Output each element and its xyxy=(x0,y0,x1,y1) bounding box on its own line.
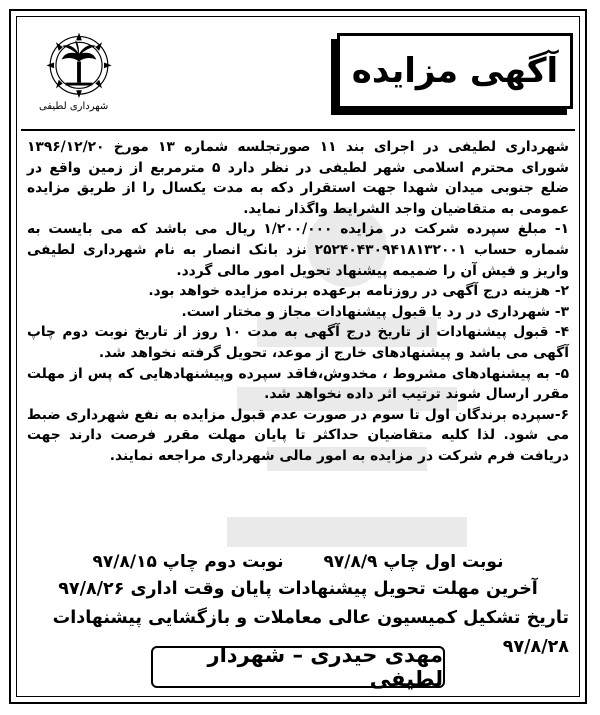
submission-deadline: آخرین مهلت تحویل پیشنهادات پایان وقت اداری ۹۷/۸/۲۶ xyxy=(58,579,538,599)
clause-6: ۶-سپرده برندگان اول تا سوم در صورت عدم قبول مزایده به نفع شهرداری ضبط می شود. لذا کلیه متقاضیان حداکثر تا پایان مهلت مقرر فرصت دارند جهت دریافت فرم شرکت در مزایده به امور مالی شهرداری مراجعه نمایند. xyxy=(27,406,569,464)
notice-body xyxy=(27,137,569,467)
print-dates-row xyxy=(27,549,569,575)
notice-frame xyxy=(9,9,587,704)
notice-inner-border xyxy=(16,16,580,697)
clause-3: ۳- شهرداری در رد یا قبول پیشنهادات مجاز و مختار است. xyxy=(181,303,569,320)
commission-date: تاریخ تشکیل کمیسیون عالی معاملات و بازگشایی پیشنهادات ۹۷/۸/۲۸ xyxy=(52,608,569,657)
notice-title-box xyxy=(337,33,573,109)
header-divider xyxy=(21,129,575,131)
notice-header xyxy=(17,17,579,127)
clause-4: ۴- قبول پیشنهادات از تاریخ درج آگهی به مدت ۱۰ روز از تاریخ نوبت دوم چاپ آگهی می باشد و پیشنهادهای خارج از موعد، تحویل گرفته نخواهد شد. xyxy=(27,324,570,361)
clause-2: ۲- هزینه درج آگهی در روزنامه برعهده برنده مزایده خواهد بود. xyxy=(148,283,569,300)
intro-paragraph: شهرداری لطیفی در اجرای بند ۱۱ صورتجلسه شماره ۱۳ مورخ ۱۳۹۶/۱۲/۲۰ شورای محترم اسلامی شهر لطیفی در نظر دارد ۵ مترمربع از زمین واقع در ضلع جنوبی میدان شهدا جهت استقرار دکه به مدت یکسال را از طریق مزایده عمومی به متقاضیان واجد الشرایط واگذار نماید. xyxy=(27,139,570,217)
notice-title: آگهی مزایده xyxy=(351,51,559,91)
second-print-date: نوبت دوم چاپ ۹۷/۸/۱۵ xyxy=(92,552,284,572)
signature-box xyxy=(151,643,445,691)
deadline-row xyxy=(27,575,569,604)
clause-1: ۱- مبلغ سپرده شرکت در مزایده ۱/۲۰۰/۰۰۰ ریال می باشد که می بایست به شماره حساب ۲۵۲۴۰۴۳۰۹۴۱۸۱۳۲۰۰۱ نزد بانک انصار به نام شهرداری لطیفی واریز و فیش آن را ضمیمه پیشنهاد تحویل امور مالی گردد. xyxy=(27,221,569,279)
signature: مهدی حیدری – شهردار لطیفی xyxy=(207,643,443,691)
clause-5: ۵- به پیشنهادهای مشروط ، مخدوش،فاقد سپرده وپیشنهادهایی که پس از مهلت مقرر ارسال شوند ترتیب اثر داده نخواهد شد. xyxy=(27,365,569,403)
first-print-date: نوبت اول چاپ ۹۷/۸/۹ xyxy=(323,552,504,572)
logo-caption: شهرداری لطیفی xyxy=(39,101,109,112)
